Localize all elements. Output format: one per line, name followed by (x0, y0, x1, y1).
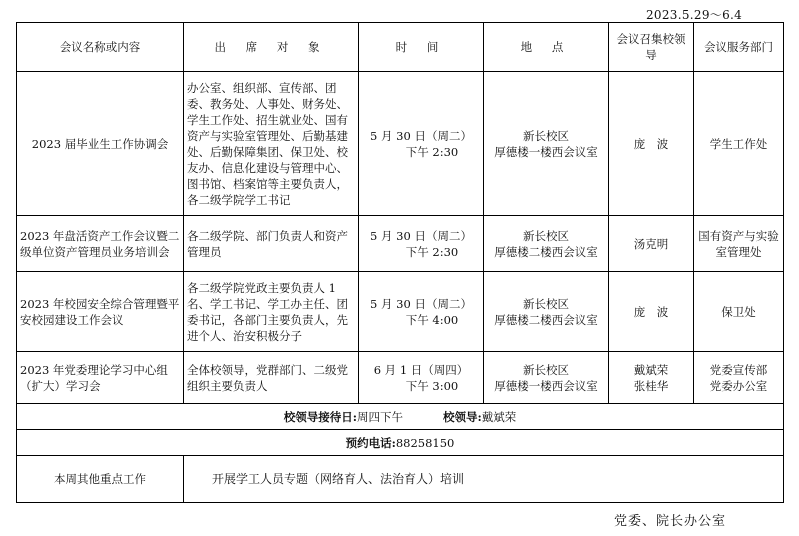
meeting-attendees: 各二级学院、部门负责人和资产管理员 (184, 216, 359, 272)
meeting-campus: 新长校区 (523, 128, 569, 143)
meeting-attendees: 各二级学院党政主要负责人 1 名、学工书记、学工办主任、团委书记，各部门主要负责人，先进个人、治安积极分子 (184, 272, 359, 352)
meeting-room: 厚德楼二楼西会议室 (494, 312, 598, 327)
meeting-convener: 戴斌荣 张桂华 (609, 352, 694, 404)
meeting-location (484, 272, 609, 352)
meeting-service: 党委宣传部 党委办公室 (694, 352, 784, 404)
issuer: 党委、院长办公室 (614, 514, 727, 529)
header-location: 地 点 (484, 23, 609, 72)
meeting-time (359, 352, 484, 404)
meeting-attendees: 办公室、组织部、宣传部、团委、教务处、人事处、财务处、学生工作处、招生就业处、国有资产与实验室管理处、后勤基建处、后勤保障集团、保卫处、校友办、信息化建设与管理中心、图书馆、档案馆等主要负责人，各二级学院学工书记 (184, 72, 359, 216)
meeting-clock: 下午 4:00 (405, 312, 459, 327)
header-row (17, 23, 784, 72)
meeting-clock: 下午 2:30 (405, 244, 459, 259)
meeting-date: 5 月 30 日（周二） (370, 296, 472, 311)
meeting-convener: 庞 波 (609, 272, 694, 352)
meeting-row (17, 72, 784, 216)
phone-label: 预约电话: (345, 435, 396, 450)
phone-value: 88258150 (395, 435, 455, 450)
meeting-room: 厚德楼一楼西会议室 (494, 378, 598, 393)
other-work-label: 本周其他重点工作 (17, 456, 184, 503)
meeting-date: 6 月 1 日（周四） (373, 362, 469, 377)
reception-leader-label: 校领导: (443, 409, 482, 424)
meeting-clock: 下午 2:30 (405, 144, 459, 159)
meeting-service: 国有资产与实验室管理处 (694, 216, 784, 272)
meeting-room: 厚德楼一楼西会议室 (494, 144, 598, 159)
other-work-content: 开展学工人员专题（网络育人、法治育人）培训 (184, 456, 784, 503)
meeting-name: 2023 年党委理论学习中心组（扩大）学习会 (17, 352, 184, 404)
meeting-name: 2023 年盘活资产工作会议暨二级单位资产管理员业务培训会 (17, 216, 184, 272)
other-work-row (17, 456, 784, 503)
meeting-campus: 新长校区 (523, 228, 569, 243)
reception-day-label: 校领导接待日: (283, 409, 357, 424)
meeting-date: 5 月 30 日（周二） (370, 228, 472, 243)
meeting-location (484, 216, 609, 272)
reception-info (17, 404, 784, 430)
meeting-clock: 下午 3:00 (405, 378, 459, 393)
meeting-name: 2023 年校园安全综合管理暨平安校园建设工作会议 (17, 272, 184, 352)
meeting-convener: 汤克明 (609, 216, 694, 272)
meeting-time (359, 216, 484, 272)
meeting-row (17, 216, 784, 272)
reception-row (17, 404, 784, 430)
phone-row (17, 430, 784, 456)
header-name: 会议名称或内容 (17, 23, 184, 72)
meeting-name: 2023 届毕业生工作协调会 (17, 72, 184, 216)
meeting-campus: 新长校区 (523, 362, 569, 377)
meeting-location (484, 72, 609, 216)
meeting-date: 5 月 30 日（周二） (370, 128, 472, 143)
date-range: 2023.5.29～6.4 (646, 8, 743, 22)
meeting-room: 厚德楼二楼西会议室 (494, 244, 598, 259)
header-service: 会议服务部门 (694, 23, 784, 72)
meeting-row (17, 352, 784, 404)
meeting-location (484, 352, 609, 404)
meeting-service: 保卫处 (694, 272, 784, 352)
reception-leader-value: 戴斌荣 (481, 409, 517, 424)
header-convener: 会议召集校领导 (609, 23, 694, 72)
header-time: 时 间 (359, 23, 484, 72)
meeting-time (359, 72, 484, 216)
meeting-attendees: 全体校领导，党群部门、二级党组织主要负责人 (184, 352, 359, 404)
meeting-convener: 庞 波 (609, 72, 694, 216)
header-attendees: 出 席 对 象 (184, 23, 359, 72)
meeting-row (17, 272, 784, 352)
reception-phone (17, 430, 784, 456)
meeting-service: 学生工作处 (694, 72, 784, 216)
reception-day-value: 周四下午 (357, 409, 403, 424)
meeting-schedule-table (16, 22, 784, 503)
meeting-campus: 新长校区 (523, 296, 569, 311)
meeting-time (359, 272, 484, 352)
